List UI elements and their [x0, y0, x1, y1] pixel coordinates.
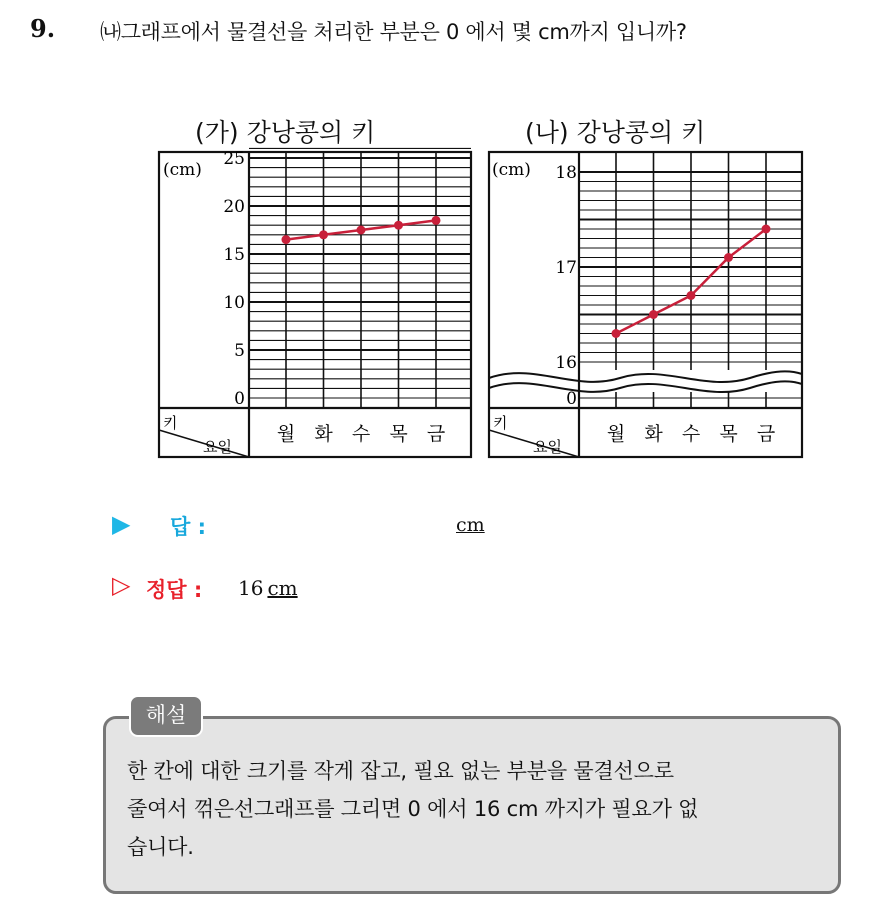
- chart-b-corner-top: 키: [493, 414, 508, 432]
- chart-b-unit-label: (cm): [492, 160, 531, 180]
- chart-b-y-tick-label: 18: [555, 163, 577, 183]
- question-number: 9.: [30, 14, 56, 43]
- chart-b-data-point: [687, 291, 696, 300]
- chart-a-x-tick-label: 금: [426, 423, 446, 445]
- chart-a-x-tick-label: 화: [314, 423, 333, 445]
- chart-a-x-tick-label: 목: [389, 423, 408, 445]
- correct-arrow-icon: ▷: [112, 571, 131, 599]
- chart-a-x-tick-label: 월: [276, 423, 296, 445]
- chart-b-data-point: [724, 253, 733, 262]
- chart-a-title: (가) 강낭콩의 키: [195, 118, 376, 147]
- explanation-line: 줄여서 꺾은선그래프를 그리면 0 에서 16 cm 까지가 필요가 없: [127, 797, 699, 821]
- explanation-tag: 해설: [129, 695, 203, 737]
- chart-a-unit-label: (cm): [163, 160, 202, 180]
- chart-a-y-tick-label: 15: [223, 245, 245, 265]
- chart-b-x-tick-label: 월: [606, 423, 626, 445]
- chart-b-data-point: [762, 225, 771, 234]
- explanation-line: 습니다.: [127, 835, 194, 859]
- chart-b-data-point: [649, 310, 658, 319]
- answer-arrow-icon: ▶: [112, 510, 131, 538]
- chart-b-x-tick-label: 화: [644, 423, 663, 445]
- question-text: ㈏그래프에서 물결선을 처리한 부분은 0 에서 몇 cm까지 입니까?: [100, 20, 687, 44]
- chart-b-y-tick-label: 0: [566, 389, 577, 409]
- chart-a-x-tick-label: 수: [351, 423, 371, 445]
- chart-b-x-tick-label: 금: [756, 423, 776, 445]
- correct-answer-label: 정답 :: [146, 578, 203, 602]
- explanation-line: 한 칸에 대한 크기를 작게 잡고, 필요 없는 부분을 물결선으로: [127, 759, 674, 783]
- chart-a-y-tick-label: 25: [223, 149, 245, 169]
- correct-answer: [238, 576, 298, 600]
- chart-a-y-tick-label: 5: [234, 341, 245, 361]
- chart-b-x-tick-label: 목: [719, 423, 738, 445]
- correct-answer-unit: cm: [267, 576, 298, 600]
- chart-a-corner-bottom: 요일: [203, 438, 232, 456]
- correct-answer-value: 16: [238, 576, 264, 600]
- answer-label: 답 :: [170, 515, 206, 539]
- chart-b-data-point: [612, 329, 621, 338]
- explanation-text: [127, 752, 827, 866]
- chart-a-y-tick-label: 20: [223, 197, 245, 217]
- chart-b-corner-bottom: 요일: [533, 438, 562, 456]
- chart-a-corner-top: 키: [163, 414, 178, 432]
- answer-unit: cm: [456, 514, 485, 536]
- chart-b-title: (나) 강낭콩의 키: [525, 118, 706, 147]
- chart-b-y-tick-label: 17: [555, 258, 577, 278]
- chart-b-x-tick-label: 수: [681, 423, 701, 445]
- chart-a-y-tick-label: 0: [234, 389, 245, 409]
- chart-b-y-tick-label: 16: [555, 353, 577, 373]
- chart-a-y-tick-label: 10: [223, 293, 245, 313]
